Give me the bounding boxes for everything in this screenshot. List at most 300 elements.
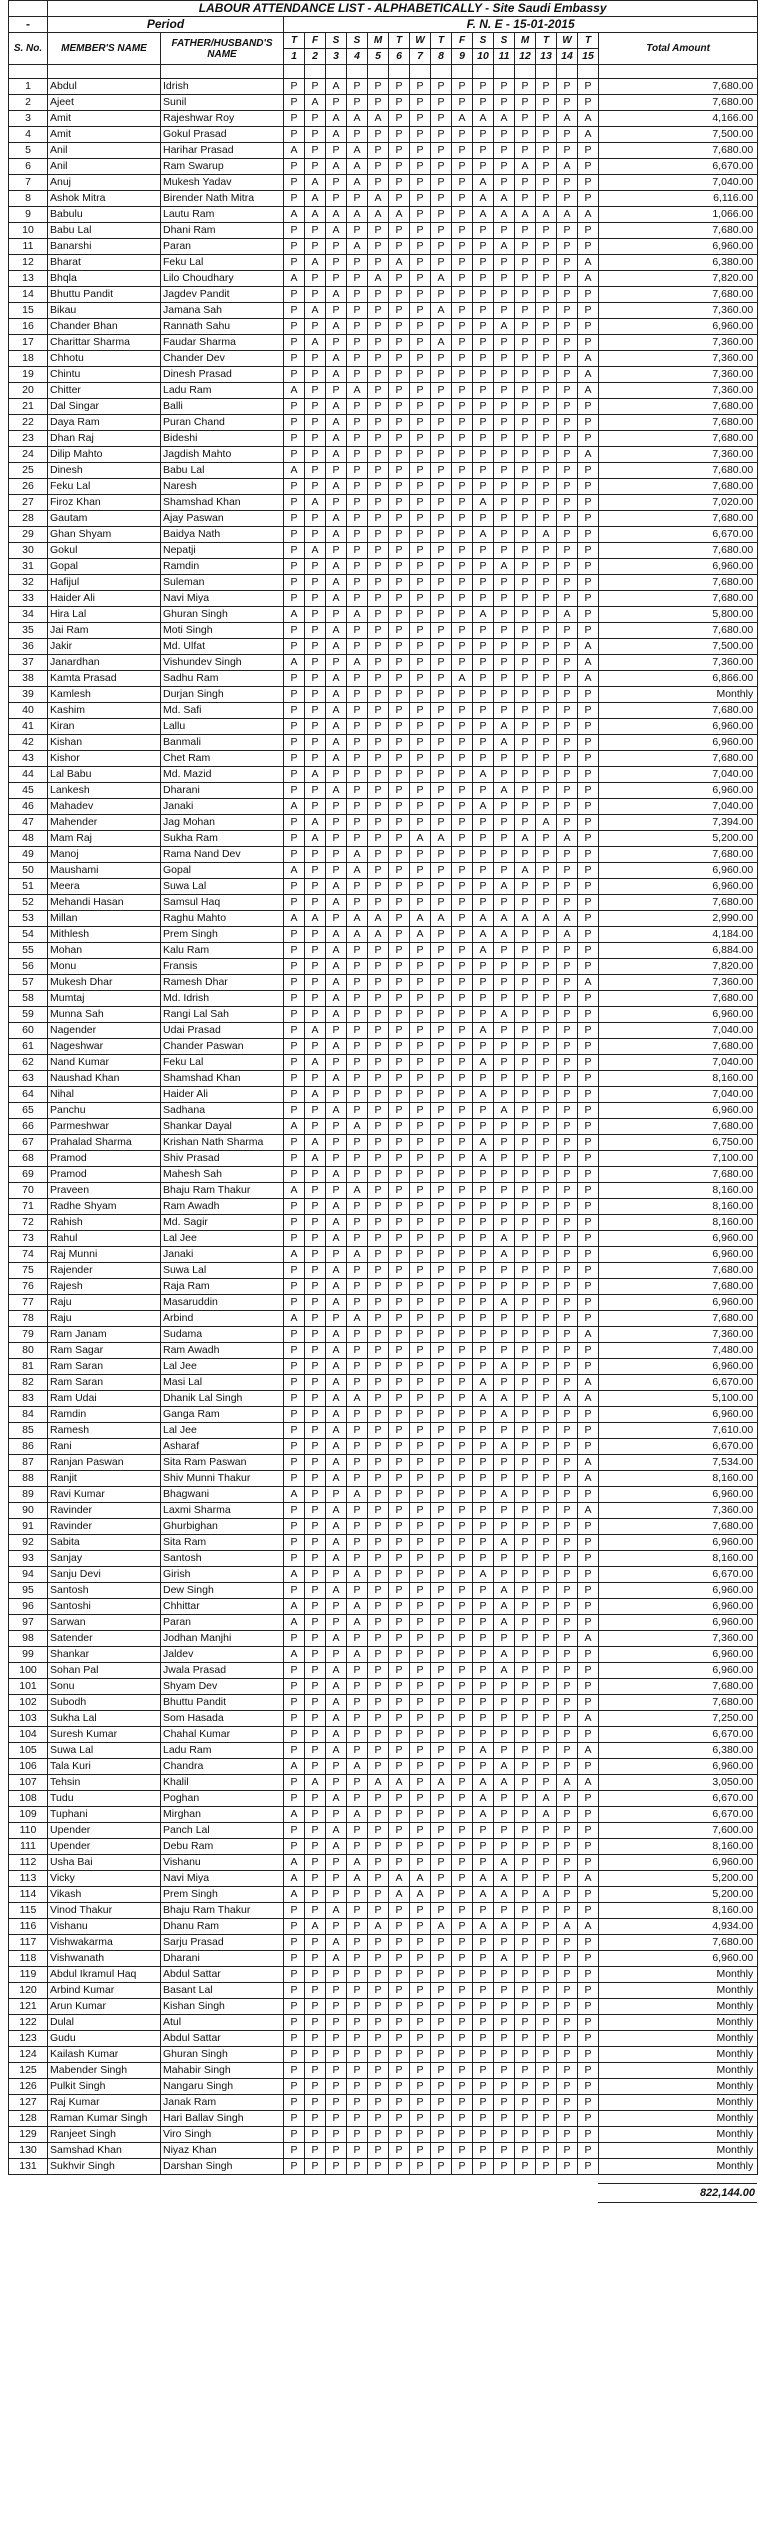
attendance-mark: P bbox=[536, 559, 557, 575]
attendance-mark: P bbox=[452, 1055, 473, 1071]
attendance-mark: P bbox=[347, 431, 368, 447]
attendance-mark: P bbox=[368, 1871, 389, 1887]
serial-number: 50 bbox=[9, 863, 48, 879]
attendance-mark: P bbox=[284, 2079, 305, 2095]
father-name: Durjan Singh bbox=[161, 687, 284, 703]
attendance-mark: P bbox=[473, 543, 494, 559]
attendance-mark: P bbox=[452, 2159, 473, 2175]
attendance-mark: P bbox=[452, 127, 473, 143]
attendance-mark: P bbox=[452, 1487, 473, 1503]
attendance-mark: P bbox=[515, 1823, 536, 1839]
attendance-mark: P bbox=[494, 1999, 515, 2015]
total-amount: Monthly bbox=[599, 2047, 758, 2063]
table-row bbox=[9, 895, 758, 911]
attendance-mark: P bbox=[515, 111, 536, 127]
attendance-mark: P bbox=[368, 1327, 389, 1343]
attendance-mark: A bbox=[431, 1775, 452, 1791]
attendance-mark: P bbox=[326, 1599, 347, 1615]
attendance-mark: P bbox=[473, 1487, 494, 1503]
attendance-mark: P bbox=[284, 847, 305, 863]
attendance-mark: A bbox=[431, 911, 452, 927]
attendance-mark: P bbox=[347, 1087, 368, 1103]
attendance-mark: P bbox=[347, 1519, 368, 1535]
attendance-mark: P bbox=[347, 575, 368, 591]
father-name: Lal Jee bbox=[161, 1359, 284, 1375]
attendance-mark: P bbox=[389, 1151, 410, 1167]
attendance-mark: P bbox=[347, 335, 368, 351]
attendance-mark: P bbox=[578, 1247, 599, 1263]
father-name: Poghan bbox=[161, 1791, 284, 1807]
attendance-mark: P bbox=[494, 1183, 515, 1199]
attendance-mark: P bbox=[536, 1471, 557, 1487]
attendance-mark: A bbox=[578, 383, 599, 399]
attendance-mark: P bbox=[347, 399, 368, 415]
member-name: Suresh Kumar bbox=[48, 1727, 161, 1743]
member-name: Abdul bbox=[48, 79, 161, 95]
total-amount: 7,600.00 bbox=[599, 1823, 758, 1839]
day-letter-1: T bbox=[284, 33, 305, 49]
attendance-mark: P bbox=[410, 95, 431, 111]
attendance-mark: P bbox=[536, 591, 557, 607]
attendance-mark: P bbox=[536, 1775, 557, 1791]
attendance-mark: P bbox=[515, 687, 536, 703]
attendance-mark: P bbox=[284, 1439, 305, 1455]
father-name: Laxmi Sharma bbox=[161, 1503, 284, 1519]
attendance-mark: P bbox=[431, 1023, 452, 1039]
total-amount: Monthly bbox=[599, 687, 758, 703]
table-row bbox=[9, 591, 758, 607]
attendance-mark: P bbox=[368, 1439, 389, 1455]
member-name: Monu bbox=[48, 959, 161, 975]
member-name: Sarwan bbox=[48, 1615, 161, 1631]
attendance-mark: A bbox=[389, 255, 410, 271]
attendance-mark: P bbox=[347, 1919, 368, 1935]
attendance-mark: P bbox=[515, 1199, 536, 1215]
attendance-mark: A bbox=[326, 1071, 347, 1087]
attendance-mark: P bbox=[557, 1999, 578, 2015]
attendance-mark: P bbox=[389, 1471, 410, 1487]
attendance-mark: P bbox=[536, 895, 557, 911]
attendance-mark: P bbox=[410, 879, 431, 895]
attendance-mark: A bbox=[284, 1247, 305, 1263]
attendance-mark: P bbox=[494, 671, 515, 687]
attendance-mark: P bbox=[473, 1823, 494, 1839]
attendance-mark: P bbox=[284, 479, 305, 495]
attendance-mark: P bbox=[515, 95, 536, 111]
attendance-mark: P bbox=[368, 2127, 389, 2143]
attendance-mark: P bbox=[557, 1615, 578, 1631]
attendance-mark: P bbox=[431, 719, 452, 735]
attendance-mark: P bbox=[389, 1391, 410, 1407]
attendance-mark: P bbox=[578, 2127, 599, 2143]
attendance-mark: P bbox=[473, 239, 494, 255]
attendance-mark: P bbox=[389, 1583, 410, 1599]
attendance-mark: P bbox=[431, 2063, 452, 2079]
attendance-mark: P bbox=[452, 975, 473, 991]
attendance-mark: A bbox=[284, 607, 305, 623]
total-amount: 6,380.00 bbox=[599, 1743, 758, 1759]
attendance-mark: P bbox=[410, 1023, 431, 1039]
attendance-mark: P bbox=[578, 1567, 599, 1583]
attendance-mark: P bbox=[389, 751, 410, 767]
attendance-mark: P bbox=[284, 943, 305, 959]
attendance-mark: P bbox=[494, 1023, 515, 1039]
attendance-mark: P bbox=[389, 1119, 410, 1135]
total-amount: 7,680.00 bbox=[599, 399, 758, 415]
serial-number: 42 bbox=[9, 735, 48, 751]
attendance-mark: P bbox=[494, 1167, 515, 1183]
attendance-mark: P bbox=[452, 1087, 473, 1103]
attendance-mark: P bbox=[515, 1855, 536, 1871]
attendance-mark: A bbox=[326, 319, 347, 335]
father-name: Birender Nath Mitra bbox=[161, 191, 284, 207]
attendance-mark: P bbox=[452, 1855, 473, 1871]
attendance-mark: P bbox=[305, 351, 326, 367]
attendance-mark: P bbox=[536, 783, 557, 799]
attendance-mark: P bbox=[452, 1679, 473, 1695]
member-name: Dulal bbox=[48, 2015, 161, 2031]
attendance-mark: P bbox=[305, 1535, 326, 1551]
attendance-mark: P bbox=[536, 543, 557, 559]
attendance-mark: P bbox=[557, 767, 578, 783]
attendance-mark: P bbox=[473, 1967, 494, 1983]
attendance-mark: A bbox=[578, 207, 599, 223]
attendance-mark: P bbox=[536, 991, 557, 1007]
member-name: Upender bbox=[48, 1823, 161, 1839]
father-name: Paran bbox=[161, 239, 284, 255]
attendance-mark: P bbox=[410, 1951, 431, 1967]
attendance-mark: P bbox=[494, 991, 515, 1007]
member-name: Ram Janam bbox=[48, 1327, 161, 1343]
attendance-mark: P bbox=[578, 1663, 599, 1679]
attendance-mark: P bbox=[494, 1087, 515, 1103]
attendance-mark: P bbox=[410, 1679, 431, 1695]
attendance-mark: P bbox=[410, 863, 431, 879]
attendance-mark: P bbox=[578, 879, 599, 895]
attendance-mark: A bbox=[326, 1663, 347, 1679]
serial-number: 96 bbox=[9, 1599, 48, 1615]
day-letter-8: T bbox=[431, 33, 452, 49]
attendance-mark: P bbox=[494, 575, 515, 591]
attendance-mark: P bbox=[368, 399, 389, 415]
attendance-mark: P bbox=[368, 1807, 389, 1823]
attendance-mark: P bbox=[473, 447, 494, 463]
attendance-mark: A bbox=[347, 1247, 368, 1263]
attendance-mark: P bbox=[284, 1823, 305, 1839]
attendance-mark: P bbox=[410, 431, 431, 447]
attendance-mark: A bbox=[494, 927, 515, 943]
attendance-mark: P bbox=[410, 1055, 431, 1071]
attendance-mark: P bbox=[452, 751, 473, 767]
father-name: Lilo Choudhary bbox=[161, 271, 284, 287]
attendance-mark: P bbox=[368, 1999, 389, 2015]
table-row bbox=[9, 175, 758, 191]
attendance-mark: P bbox=[452, 1071, 473, 1087]
attendance-mark: A bbox=[389, 1775, 410, 1791]
attendance-mark: P bbox=[578, 335, 599, 351]
total-amount: 7,360.00 bbox=[599, 367, 758, 383]
total-amount: 8,160.00 bbox=[599, 1199, 758, 1215]
attendance-mark: P bbox=[515, 1647, 536, 1663]
attendance-mark: P bbox=[578, 463, 599, 479]
attendance-mark: A bbox=[431, 335, 452, 351]
attendance-mark: P bbox=[452, 927, 473, 943]
attendance-mark: P bbox=[326, 175, 347, 191]
attendance-mark: A bbox=[347, 111, 368, 127]
attendance-mark: P bbox=[305, 1407, 326, 1423]
attendance-mark: P bbox=[431, 527, 452, 543]
member-name: Babu Lal bbox=[48, 223, 161, 239]
attendance-mark: A bbox=[473, 911, 494, 927]
attendance-mark: P bbox=[578, 1231, 599, 1247]
attendance-mark: P bbox=[410, 1199, 431, 1215]
table-row bbox=[9, 687, 758, 703]
attendance-mark: P bbox=[410, 1663, 431, 1679]
member-name: Usha Bai bbox=[48, 1855, 161, 1871]
attendance-mark: P bbox=[578, 239, 599, 255]
attendance-mark: P bbox=[473, 1519, 494, 1535]
attendance-mark: P bbox=[557, 1263, 578, 1279]
attendance-mark: P bbox=[368, 1951, 389, 1967]
attendance-mark: P bbox=[536, 1231, 557, 1247]
attendance-mark: P bbox=[452, 575, 473, 591]
serial-number: 39 bbox=[9, 687, 48, 703]
father-name: Janaki bbox=[161, 799, 284, 815]
table-row bbox=[9, 975, 758, 991]
attendance-mark: P bbox=[578, 799, 599, 815]
father-name: Janaki bbox=[161, 1247, 284, 1263]
attendance-mark: P bbox=[452, 1199, 473, 1215]
father-name: Som Hasada bbox=[161, 1711, 284, 1727]
father-name: Santosh bbox=[161, 1551, 284, 1567]
father-name: Viro Singh bbox=[161, 2127, 284, 2143]
attendance-mark: P bbox=[410, 2015, 431, 2031]
attendance-mark: P bbox=[368, 1855, 389, 1871]
member-name: Sohan Pal bbox=[48, 1663, 161, 1679]
attendance-mark: P bbox=[431, 1791, 452, 1807]
attendance-mark: P bbox=[347, 1327, 368, 1343]
attendance-mark: P bbox=[326, 1311, 347, 1327]
attendance-mark: P bbox=[389, 1599, 410, 1615]
attendance-mark: P bbox=[410, 1983, 431, 1999]
attendance-mark: P bbox=[284, 991, 305, 1007]
attendance-mark: P bbox=[515, 463, 536, 479]
serial-number: 58 bbox=[9, 991, 48, 1007]
attendance-mark: P bbox=[347, 2127, 368, 2143]
attendance-mark: P bbox=[557, 815, 578, 831]
attendance-mark: P bbox=[368, 1183, 389, 1199]
attendance-mark: A bbox=[284, 1567, 305, 1583]
attendance-mark: P bbox=[536, 143, 557, 159]
attendance-mark: P bbox=[389, 1951, 410, 1967]
attendance-mark: P bbox=[368, 879, 389, 895]
attendance-mark: P bbox=[494, 2079, 515, 2095]
attendance-mark: P bbox=[494, 895, 515, 911]
serial-number: 5 bbox=[9, 143, 48, 159]
attendance-mark: P bbox=[557, 1599, 578, 1615]
attendance-mark: P bbox=[368, 1263, 389, 1279]
table-row bbox=[9, 1759, 758, 1775]
attendance-mark: P bbox=[494, 1695, 515, 1711]
attendance-mark: P bbox=[494, 143, 515, 159]
attendance-mark: P bbox=[557, 367, 578, 383]
attendance-mark: P bbox=[536, 831, 557, 847]
member-name: Jakir bbox=[48, 639, 161, 655]
table-row bbox=[9, 1743, 758, 1759]
member-name: Tuphani bbox=[48, 1807, 161, 1823]
attendance-mark: P bbox=[326, 2063, 347, 2079]
attendance-mark: P bbox=[305, 1263, 326, 1279]
attendance-mark: P bbox=[473, 2127, 494, 2143]
table-row bbox=[9, 1839, 758, 1855]
attendance-mark: P bbox=[578, 2047, 599, 2063]
attendance-mark: A bbox=[305, 543, 326, 559]
attendance-mark: P bbox=[473, 431, 494, 447]
attendance-mark: P bbox=[284, 447, 305, 463]
attendance-mark: P bbox=[557, 447, 578, 463]
attendance-mark: P bbox=[410, 1151, 431, 1167]
total-amount: 7,680.00 bbox=[599, 991, 758, 1007]
attendance-mark: P bbox=[452, 1807, 473, 1823]
attendance-mark: P bbox=[326, 143, 347, 159]
day-letter-10: S bbox=[473, 33, 494, 49]
attendance-mark: P bbox=[494, 1727, 515, 1743]
table-row bbox=[9, 799, 758, 815]
attendance-mark: P bbox=[368, 1407, 389, 1423]
attendance-mark: A bbox=[536, 207, 557, 223]
attendance-mark: P bbox=[494, 1279, 515, 1295]
attendance-mark: P bbox=[410, 111, 431, 127]
attendance-mark: P bbox=[557, 287, 578, 303]
father-name: Jamana Sah bbox=[161, 303, 284, 319]
attendance-mark: P bbox=[452, 1967, 473, 1983]
attendance-mark: P bbox=[389, 495, 410, 511]
attendance-mark: A bbox=[515, 207, 536, 223]
attendance-mark: P bbox=[536, 1455, 557, 1471]
attendance-mark: P bbox=[368, 1359, 389, 1375]
attendance-mark: P bbox=[284, 1695, 305, 1711]
attendance-mark: P bbox=[515, 431, 536, 447]
total-amount: 6,960.00 bbox=[599, 719, 758, 735]
total-amount: 7,040.00 bbox=[599, 1055, 758, 1071]
attendance-mark: P bbox=[536, 2143, 557, 2159]
attendance-mark: P bbox=[284, 559, 305, 575]
attendance-mark: P bbox=[431, 79, 452, 95]
attendance-mark: P bbox=[284, 2111, 305, 2127]
attendance-mark: P bbox=[284, 959, 305, 975]
attendance-mark: P bbox=[431, 159, 452, 175]
attendance-mark: A bbox=[494, 1247, 515, 1263]
attendance-mark: P bbox=[347, 831, 368, 847]
attendance-mark: P bbox=[305, 399, 326, 415]
total-amount: 6,116.00 bbox=[599, 191, 758, 207]
total-amount: 7,680.00 bbox=[599, 463, 758, 479]
total-amount: 6,960.00 bbox=[599, 559, 758, 575]
attendance-mark: P bbox=[389, 399, 410, 415]
attendance-mark: P bbox=[389, 1295, 410, 1311]
attendance-mark: P bbox=[578, 1791, 599, 1807]
attendance-mark: P bbox=[536, 1327, 557, 1343]
total-amount: 8,160.00 bbox=[599, 1183, 758, 1199]
attendance-mark: P bbox=[389, 1551, 410, 1567]
attendance-mark: P bbox=[410, 735, 431, 751]
attendance-mark: P bbox=[494, 2143, 515, 2159]
attendance-mark: P bbox=[305, 2143, 326, 2159]
attendance-mark: P bbox=[452, 447, 473, 463]
attendance-mark: P bbox=[473, 1119, 494, 1135]
attendance-mark: P bbox=[578, 1759, 599, 1775]
attendance-mark: P bbox=[305, 1247, 326, 1263]
attendance-mark: P bbox=[452, 2095, 473, 2111]
member-name: Kiran bbox=[48, 719, 161, 735]
attendance-mark: P bbox=[368, 2015, 389, 2031]
attendance-mark: P bbox=[431, 2159, 452, 2175]
attendance-mark: P bbox=[515, 511, 536, 527]
attendance-mark: P bbox=[578, 319, 599, 335]
table-row bbox=[9, 1663, 758, 1679]
attendance-mark: P bbox=[494, 815, 515, 831]
attendance-mark: A bbox=[326, 719, 347, 735]
attendance-mark: P bbox=[578, 1167, 599, 1183]
serial-number: 9 bbox=[9, 207, 48, 223]
serial-number: 90 bbox=[9, 1503, 48, 1519]
attendance-mark: P bbox=[452, 1391, 473, 1407]
father-name: Niyaz Khan bbox=[161, 2143, 284, 2159]
total-amount: 7,040.00 bbox=[599, 799, 758, 815]
attendance-mark: P bbox=[536, 319, 557, 335]
attendance-mark: P bbox=[347, 1951, 368, 1967]
attendance-mark: A bbox=[326, 703, 347, 719]
attendance-mark: P bbox=[557, 1487, 578, 1503]
attendance-mark: P bbox=[305, 1199, 326, 1215]
attendance-mark: P bbox=[536, 2063, 557, 2079]
attendance-mark: P bbox=[410, 1407, 431, 1423]
day-number-12: 12 bbox=[515, 49, 536, 65]
member-name: Sukhvir Singh bbox=[48, 2159, 161, 2175]
attendance-mark: P bbox=[368, 431, 389, 447]
table-row bbox=[9, 1103, 758, 1119]
table-row bbox=[9, 1343, 758, 1359]
serial-number: 102 bbox=[9, 1695, 48, 1711]
attendance-mark: P bbox=[557, 143, 578, 159]
serial-number: 118 bbox=[9, 1951, 48, 1967]
member-name: Raj Kumar bbox=[48, 2095, 161, 2111]
attendance-mark: P bbox=[473, 2111, 494, 2127]
attendance-mark: P bbox=[284, 399, 305, 415]
total-amount: 6,960.00 bbox=[599, 1231, 758, 1247]
serial-number: 88 bbox=[9, 1471, 48, 1487]
member-name: Raj Munni bbox=[48, 1247, 161, 1263]
attendance-mark: A bbox=[326, 479, 347, 495]
member-name: Tehsin bbox=[48, 1775, 161, 1791]
attendance-mark: P bbox=[578, 1823, 599, 1839]
member-name: Raju bbox=[48, 1295, 161, 1311]
attendance-mark: A bbox=[326, 367, 347, 383]
attendance-mark: P bbox=[452, 335, 473, 351]
attendance-mark: P bbox=[368, 1647, 389, 1663]
attendance-mark: P bbox=[452, 1311, 473, 1327]
attendance-mark: P bbox=[347, 1279, 368, 1295]
attendance-mark: A bbox=[326, 623, 347, 639]
attendance-mark: P bbox=[410, 1935, 431, 1951]
attendance-mark: P bbox=[494, 175, 515, 191]
total-amount: 6,960.00 bbox=[599, 1759, 758, 1775]
attendance-mark: P bbox=[368, 1519, 389, 1535]
attendance-mark: P bbox=[578, 783, 599, 799]
table-row bbox=[9, 1583, 758, 1599]
total-amount: 6,960.00 bbox=[599, 783, 758, 799]
serial-number: 121 bbox=[9, 1999, 48, 2015]
